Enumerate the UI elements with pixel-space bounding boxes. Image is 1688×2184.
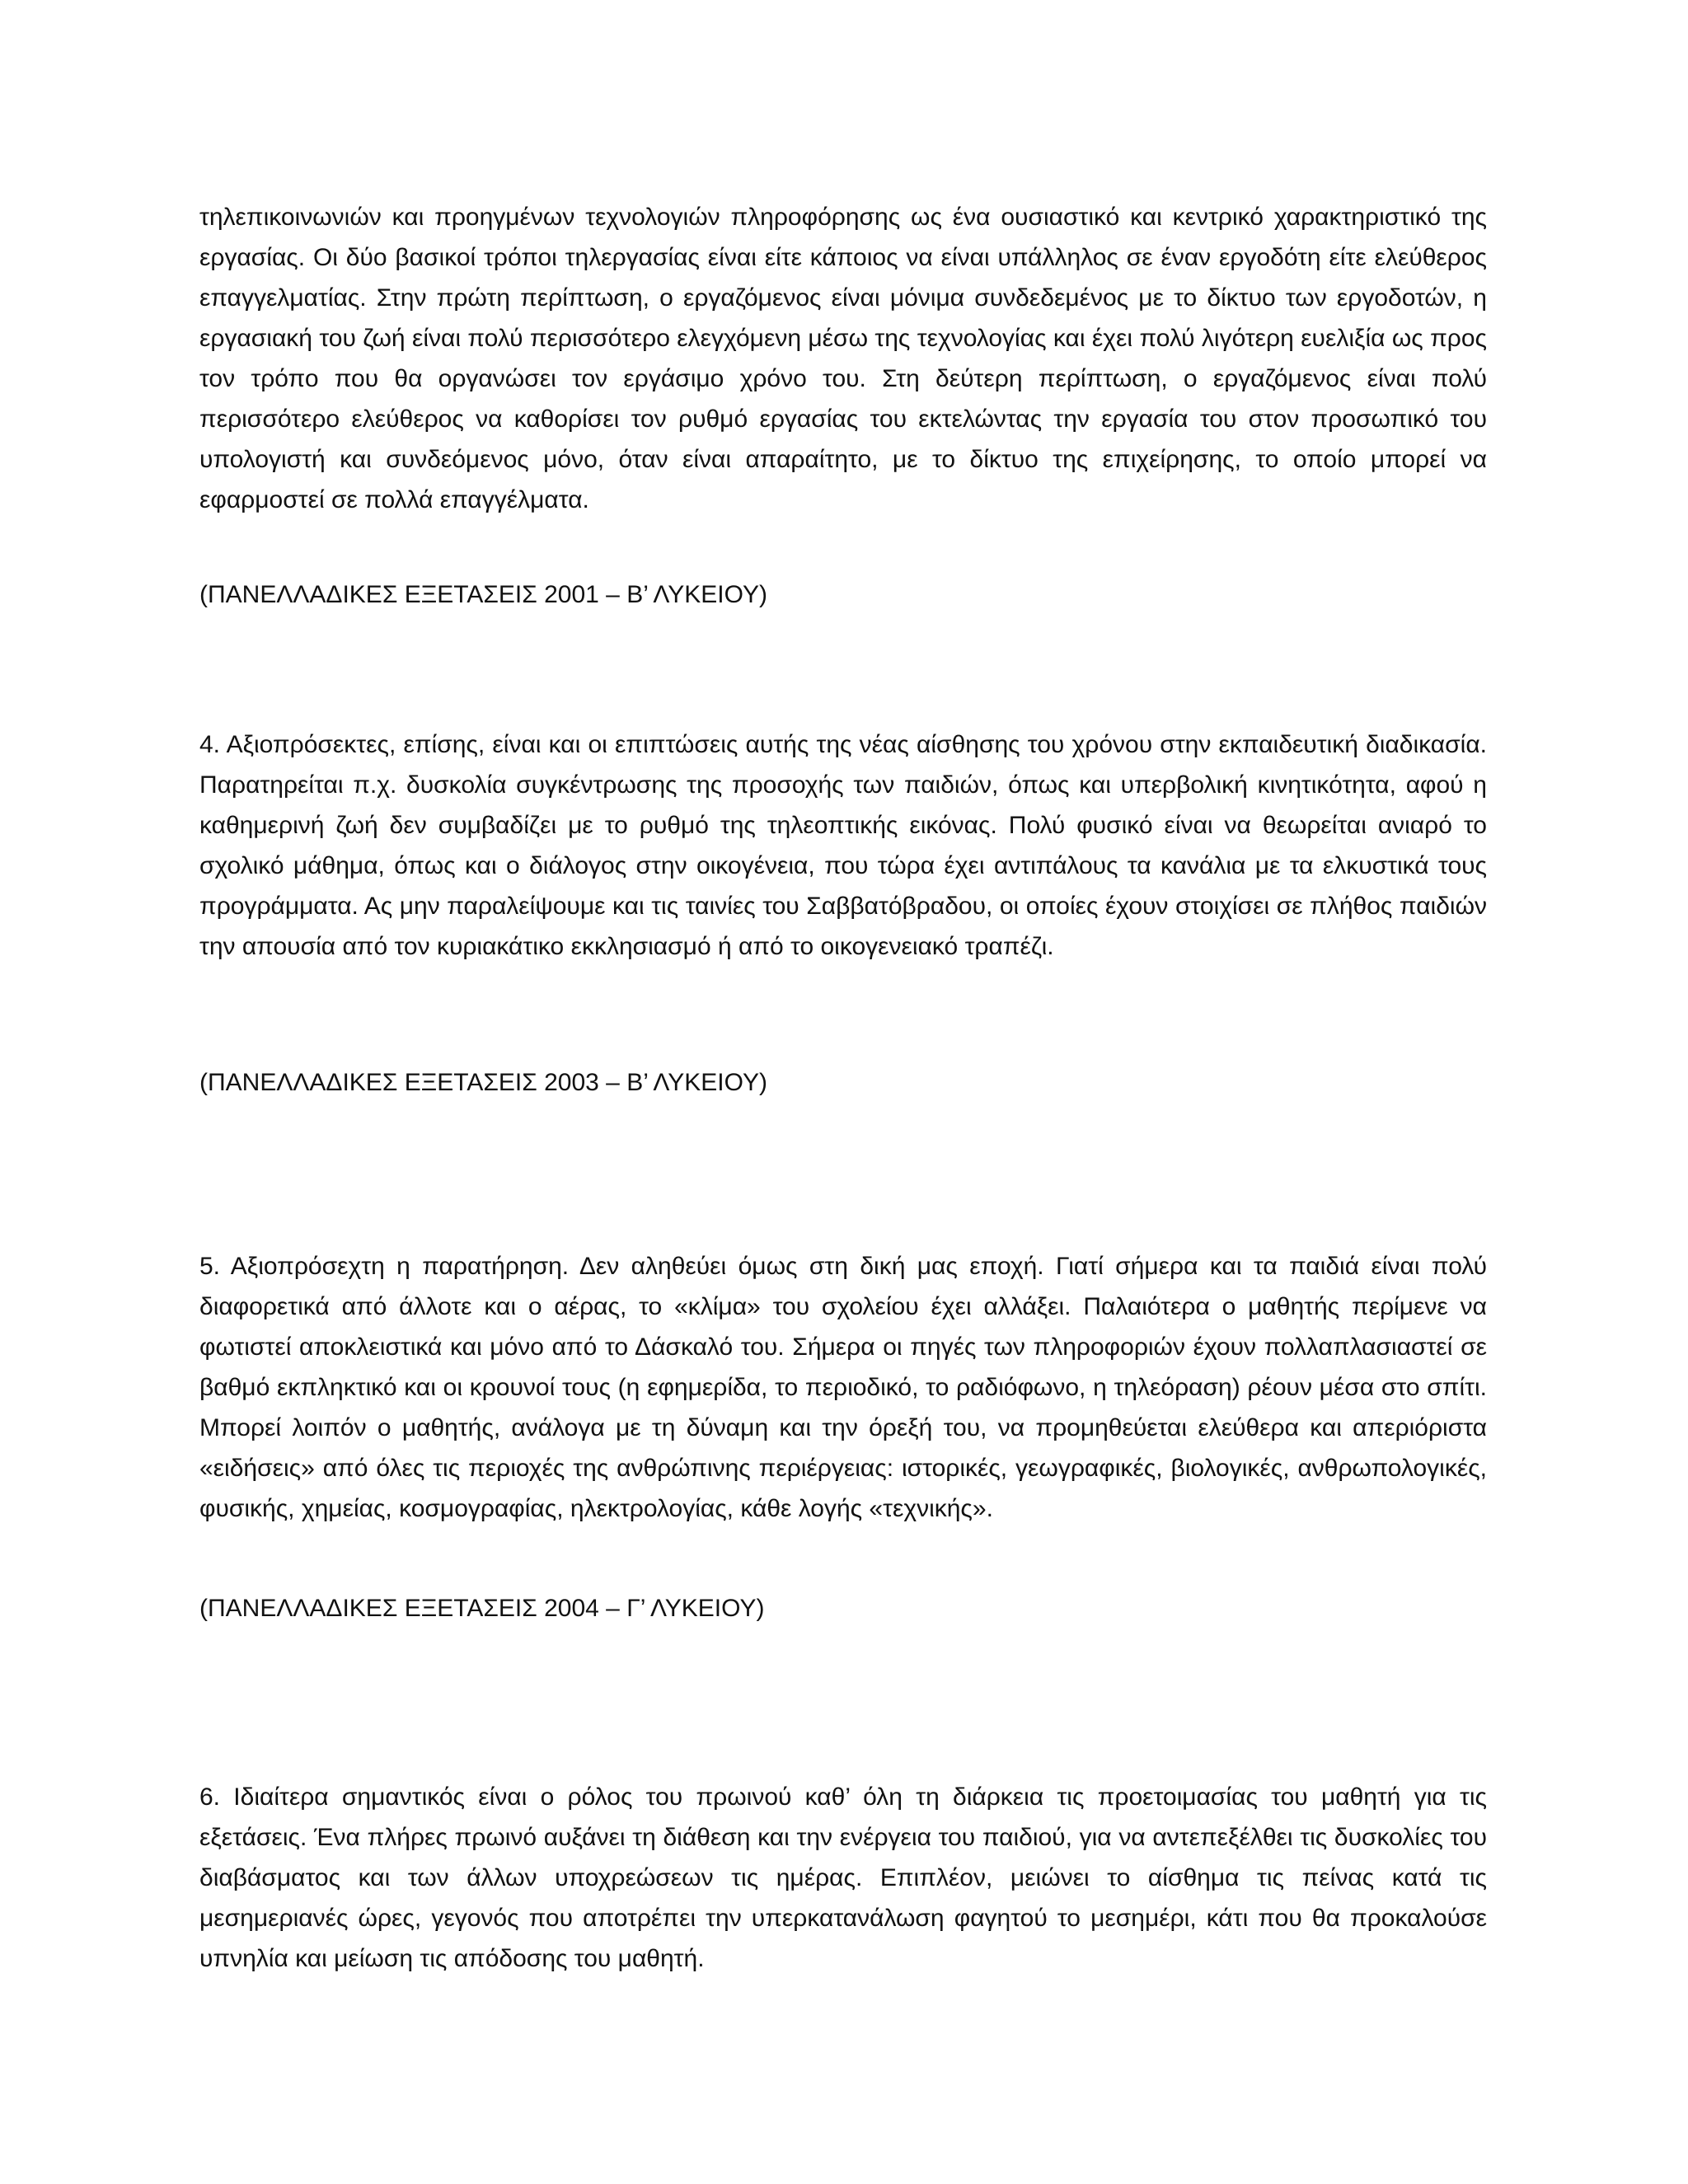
passage-4-time-perception: 4. Αξιοπρόσεκτες, επίσης, είναι και οι επιπτώσεις αυτής της νέας αίσθησης του χρόνου στην εκπαιδευτική διαδικασία. Παρατηρείται π.χ. δυσκολία συγκέντρωσης της προσοχής των παιδιών, όπως και υπερβολική κινητικότητα, αφού η καθημερινή ζωή δεν συμβαδίζει με το ρυθμό της τηλεοπτικής εικόνας. Πολύ φυσικό είναι να θεωρείται ανιαρό το σχολικό μάθημα, όπως και ο διάλογος στην οικογένεια, που τώρα έχει αντιπάλους τα κανάλια με τα ελκυστικά τους προγράμματα. Ας μην παραλείψουμε και τις ταινίες του Σαββατόβραδου, οι οποίες έχουν στοιχίσει σε πλήθος παιδιών την απουσία από τον κυριακάτικο εκκλησιασμό ή από το οικογενειακό τραπέζι. xyxy=(199,731,1487,960)
passage-telework: τηλεπικοινωνιών και προηγμένων τεχνολογιών πληροφόρησης ως ένα ουσιαστικό και κεντρικό χαρακτηριστικό της εργασίας. Οι δύο βασικοί τρόποι τηλεργασίας είναι είτε κάποιος να είναι υπάλληλος σε έναν εργοδότη είτε ελεύθερος επαγγελματίας. Στην πρώτη περίπτωση, ο εργαζόμενος είναι μόνιμα συνδεδεμένος με το δίκτυο των εργοδοτών, η εργασιακή του ζωή είναι πολύ περισσότερο ελεγχόμενη μέσω της τεχνολογίας και έχει πολύ λιγότερη ευελιξία ως προς τον τρόπο που θα οργανώσει τον εργάσιμο χρόνο του. Στη δεύτερη περίπτωση, ο εργαζόμενος είναι πολύ περισσότερο ελεύθερος να καθορίσει τον ρυθμό εργασίας του εκτελώντας την εργασία του στον προσωπικό του υπολογιστή και συνδεόμενος μόνο, όταν είναι απαραίτητο, με το δίκτυο της επιχείρησης, το οποίο μπορεί να εφαρμοστεί σε πολλά επαγγέλματα. xyxy=(199,204,1487,513)
source-citation-2004: (ΠΑΝΕΛΛΑΔΙΚΕΣ ΕΞΕΤΑΣΕΙΣ 2004 – Γ’ ΛΥΚΕΙΟΥ) xyxy=(199,1595,765,1622)
source-citation-2003: (ΠΑΝΕΛΛΑΔΙΚΕΣ ΕΞΕΤΑΣΕΙΣ 2003 – Β’ ΛΥΚΕΙΟΥ) xyxy=(199,1069,767,1096)
source-citation-2001: (ΠΑΝΕΛΛΑΔΙΚΕΣ ΕΞΕΤΑΣΕΙΣ 2001 – Β’ ΛΥΚΕΙΟΥ) xyxy=(199,581,767,608)
passage-5-information-sources: 5. Αξιοπρόσεχτη η παρατήρηση. Δεν αληθεύει όμως στη δική μας εποχή. Γιατί σήμερα και τα παιδιά είναι πολύ διαφορετικά από άλλοτε και ο αέρας, το «κλίμα» του σχολείου έχει αλλάξει. Παλαιότερα ο μαθητής περίμενε να φωτιστεί αποκλειστικά και μόνο από το Δάσκαλό του. Σήμερα οι πηγές των πληροφοριών έχουν πολλαπλασιαστεί σε βαθμό εκπληκτικό και οι κρουνοί τους (η εφημερίδα, το περιοδικό, το ραδιόφωνο, η τηλεόραση) ρέουν μέσα στο σπίτι. Μπορεί λοιπόν ο μαθητής, ανάλογα με τη δύναμη και την όρεξή του, να προμηθεύεται ελεύθερα και απεριόριστα «ειδήσεις» από όλες τις περιοχές της ανθρώπινης περιέργειας: ιστορικές, γεωγραφικές, βιολογικές, ανθρωπολογικές, φυσικής, χημείας, κοσμογραφίας, ηλεκτρολογίας, κάθε λογής «τεχνικής». xyxy=(199,1253,1487,1522)
passage-6-breakfast: 6. Ιδιαίτερα σημαντικός είναι ο ρόλος του πρωινού καθ’ όλη τη διάρκεια τις προετοιμασίας του μαθητή για τις εξετάσεις. Ένα πλήρες πρωινό αυξάνει τη διάθεση και την ενέργεια του παιδιού, για να αντεπεξέλθει τις δυσκολίες του διαβάσματος και των άλλων υποχρεώσεων τις ημέρας. Επιπλέον, μειώνει το αίσθημα τις πείνας κατά τις μεσημεριανές ώρες, γεγονός που αποτρέπει την υπερκατανάλωση φαγητού το μεσημέρι, κάτι που θα προκαλούσε υπνηλία και μείωση τις απόδοσης του μαθητή. xyxy=(199,1783,1487,1972)
